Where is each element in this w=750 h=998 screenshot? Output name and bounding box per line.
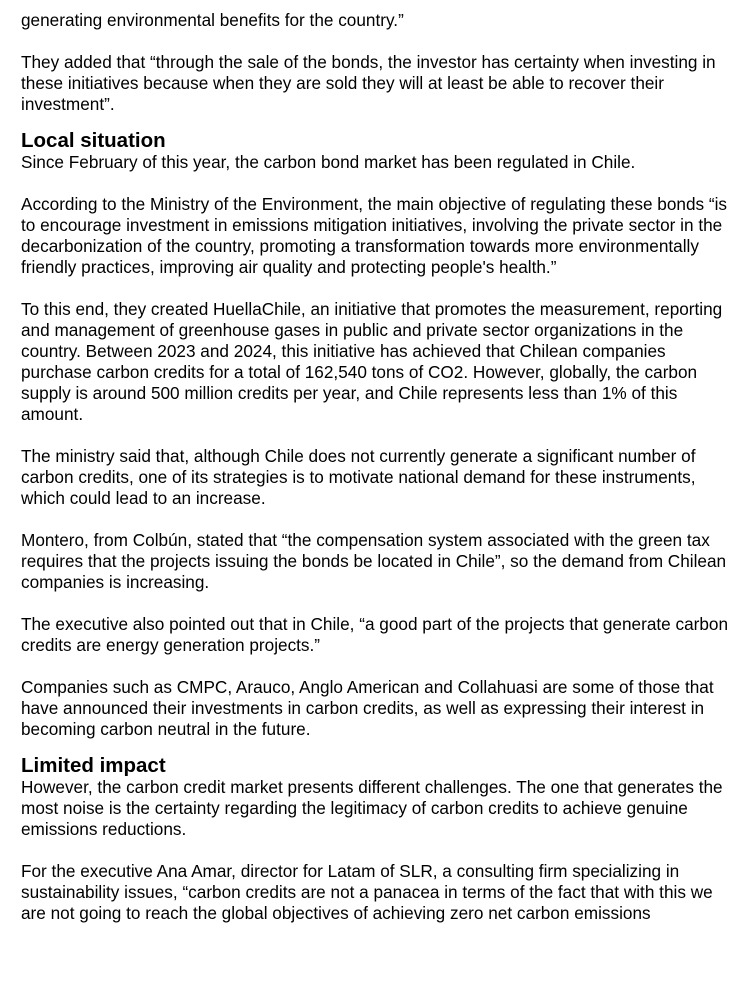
- intro-section: [21, 10, 733, 115]
- paragraph: The ministry said that, although Chile does not currently generate a significant number of carbon credits, one of its strategies is to motivate national demand for these instruments, which could lead to an increase.: [21, 446, 696, 508]
- paragraph: According to the Ministry of the Environment, the main objective of regulating these bonds “is to encourage investment in emissions mitigation initiatives, involving the private sector in the decarbonization of the country, promoting a transformation towards more environmentally friendly practices, improving air quality and protecting people's health.”: [21, 194, 728, 277]
- local-situation-section: [21, 130, 733, 740]
- paragraph: Montero, from Colbún, stated that “the compensation system associated with the green tax requires that the projects issuing the bonds be located in Chile”, so the demand from Chilean companies is increasing.: [21, 530, 727, 592]
- article-body: [21, 10, 733, 945]
- paragraph: To this end, they created HuellaChile, an initiative that promotes the measurement, reporting and management of greenhouse gases in public and private sector organizations in the country. Between 2023 and 2024, this initiative has achieved that Chilean companies purchase carbon credits for a total of 162,540 tons of CO2. However, globally, the carbon supply is around 500 million credits per year, and Chile represents less than 1% of this amount.: [21, 299, 723, 424]
- limited-impact-section: [21, 755, 733, 924]
- paragraph: Companies such as CMPC, Arauco, Anglo American and Collahuasi are some of those that have announced their investments in carbon credits, as well as expressing their interest in becoming carbon neutral in the future.: [21, 677, 714, 739]
- paragraph: For the executive Ana Amar, director for Latam of SLR, a consulting firm specializing in sustainability issues, “carbon credits are not a panacea in terms of the fact that with this we are not going to reach the global objectives of achieving zero net carbon emissions: [21, 861, 713, 923]
- paragraph: The executive also pointed out that in Chile, “a good part of the projects that generate carbon credits are energy generation projects.”: [21, 614, 729, 655]
- section-heading: Local situation: [21, 129, 166, 152]
- paragraph: However, the carbon credit market presents different challenges. The one that generates the most noise is the certainty regarding the legitimacy of carbon credits to achieve genuine emissions reductions.: [21, 777, 723, 839]
- paragraph: generating environmental benefits for the country.”: [21, 10, 404, 30]
- paragraph: They added that “through the sale of the bonds, the investor has certainty when investing in these initiatives because when they are sold they will at least be able to recover their investment”.: [21, 52, 716, 114]
- section-heading: Limited impact: [21, 754, 166, 777]
- paragraph: Since February of this year, the carbon bond market has been regulated in Chile.: [21, 152, 636, 172]
